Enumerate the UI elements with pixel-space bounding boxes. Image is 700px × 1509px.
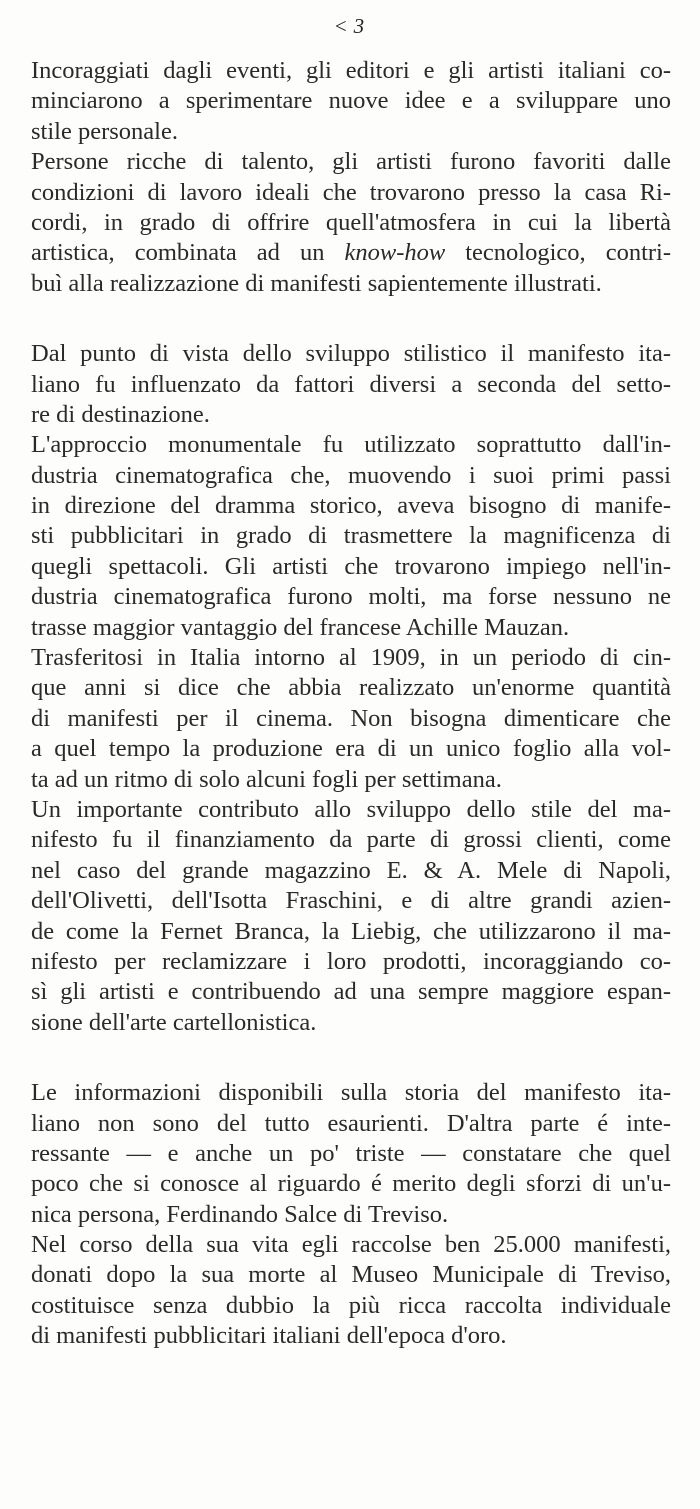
paragraph [31,643,671,795]
text-line: L'approccio monumentale fu utilizzato soprattutto dall'in- [31,431,671,459]
text-line: minciarono a sperimentare nuove idee e a sviluppare uno [31,87,671,115]
text-line: dustria cinematografica furono molti, ma forse nessuno ne [31,583,671,611]
paragraph [31,795,671,1038]
text-line: sì gli artisti e contribuendo ad una sempre maggiore espan- [31,978,671,1006]
text-line: nifesto fu il finanziamento da parte di grossi clienti, come [31,826,671,854]
italic-term: know-how [344,239,446,267]
paragraph [31,56,671,147]
text-line: ressante — e anche un po' triste — constatare che quel [31,1139,671,1167]
text-line: stile personale. [31,117,178,145]
text-run: tecnologico, contri- [445,239,671,267]
text-line [31,238,671,268]
text-line: Le informazioni disponibili sulla storia del manifesto ita- [31,1079,671,1107]
text-line: Persone ricche di talento, gli artisti furono favoriti dalle [31,148,671,176]
paragraph [31,147,671,299]
text-line: Un importante contributo allo sviluppo dello stile del ma- [31,795,671,823]
text-line: de come la Fernet Branca, la Liebig, che utilizzarono il ma- [31,917,671,945]
text-line: in direzione del dramma storico, aveva bisogno di manife- [31,492,671,520]
text-line: poco che si conosce al riguardo é merito degli sforzi di un'u- [31,1170,671,1198]
paragraph-gap [31,299,671,339]
text-line: donati dopo la sua morte al Museo Municipale di Treviso, [31,1261,671,1289]
text-line: cordi, in grado di offrire quell'atmosfera in cui la libertà [31,208,671,236]
text-line: sione dell'arte cartellonistica. [31,1008,317,1036]
paragraph [31,339,671,430]
page-number-value: 3 [353,14,366,38]
paragraph-gap [31,1038,671,1078]
text-run: artistica, combinata ad un [31,239,345,267]
paragraph [31,430,671,643]
text-line: di manifesti per il cinema. Non bisogna dimenticare che [31,704,671,732]
page-number [0,14,700,39]
text-line: costituisce senza dubbio la più ricca raccolta individuale [31,1291,671,1319]
paragraph [31,1230,671,1352]
text-line: que anni si dice che abbia realizzato un'enorme quantità [31,674,671,702]
body-text [31,56,671,1352]
text-line: nica persona, Ferdinando Salce di Treviso. [31,1200,449,1228]
text-line: dustria cinematografica che, muovendo i suoi primi passi [31,461,671,489]
text-line: a quel tempo la produzione era di un unico foglio alla vol- [31,735,671,763]
text-line: condizioni di lavoro ideali che trovarono presso la casa Ri- [31,178,671,206]
paragraph [31,1078,671,1230]
text-line: Nel corso della sua vita egli raccolse ben 25.000 manifesti, [31,1231,671,1259]
text-line: nel caso del grande magazzino E. & A. Mele di Napoli, [31,856,671,884]
text-line: Incoraggiati dagli eventi, gli editori e gli artisti italiani co- [31,57,671,84]
text-line: Trasferitosi in Italia intorno al 1909, in un periodo di cin- [31,644,671,672]
text-line: Dal punto di vista dello sviluppo stilistico il manifesto ita- [31,340,671,368]
text-line: buì alla realizzazione di manifesti sapientemente illustrati. [31,269,602,297]
text-line: re di destinazione. [31,400,210,428]
text-line: liano fu influenzato da fattori diversi a seconda del setto- [31,370,671,398]
text-line: trasse maggior vantaggio del francese Achille Mauzan. [31,613,570,641]
text-line: sti pubblicitari in grado di trasmettere la magnificenza di [31,522,671,550]
text-line: ta ad un ritmo di solo alcuni fogli per settimana. [31,765,502,793]
page-number-prefix: < [334,14,348,38]
text-line: nifesto per reclamizzare i loro prodotti, incoraggiando co- [31,947,671,975]
text-line: quegli spettacoli. Gli artisti che trovarono impiego nell'in- [31,552,671,580]
text-line: dell'Olivetti, dell'Isotta Fraschini, e di altre grandi azien- [31,887,671,915]
text-line: di manifesti pubblicitari italiani dell'epoca d'oro. [31,1322,507,1350]
text-line: liano non sono del tutto esaurienti. D'altra parte é inte- [31,1109,671,1137]
